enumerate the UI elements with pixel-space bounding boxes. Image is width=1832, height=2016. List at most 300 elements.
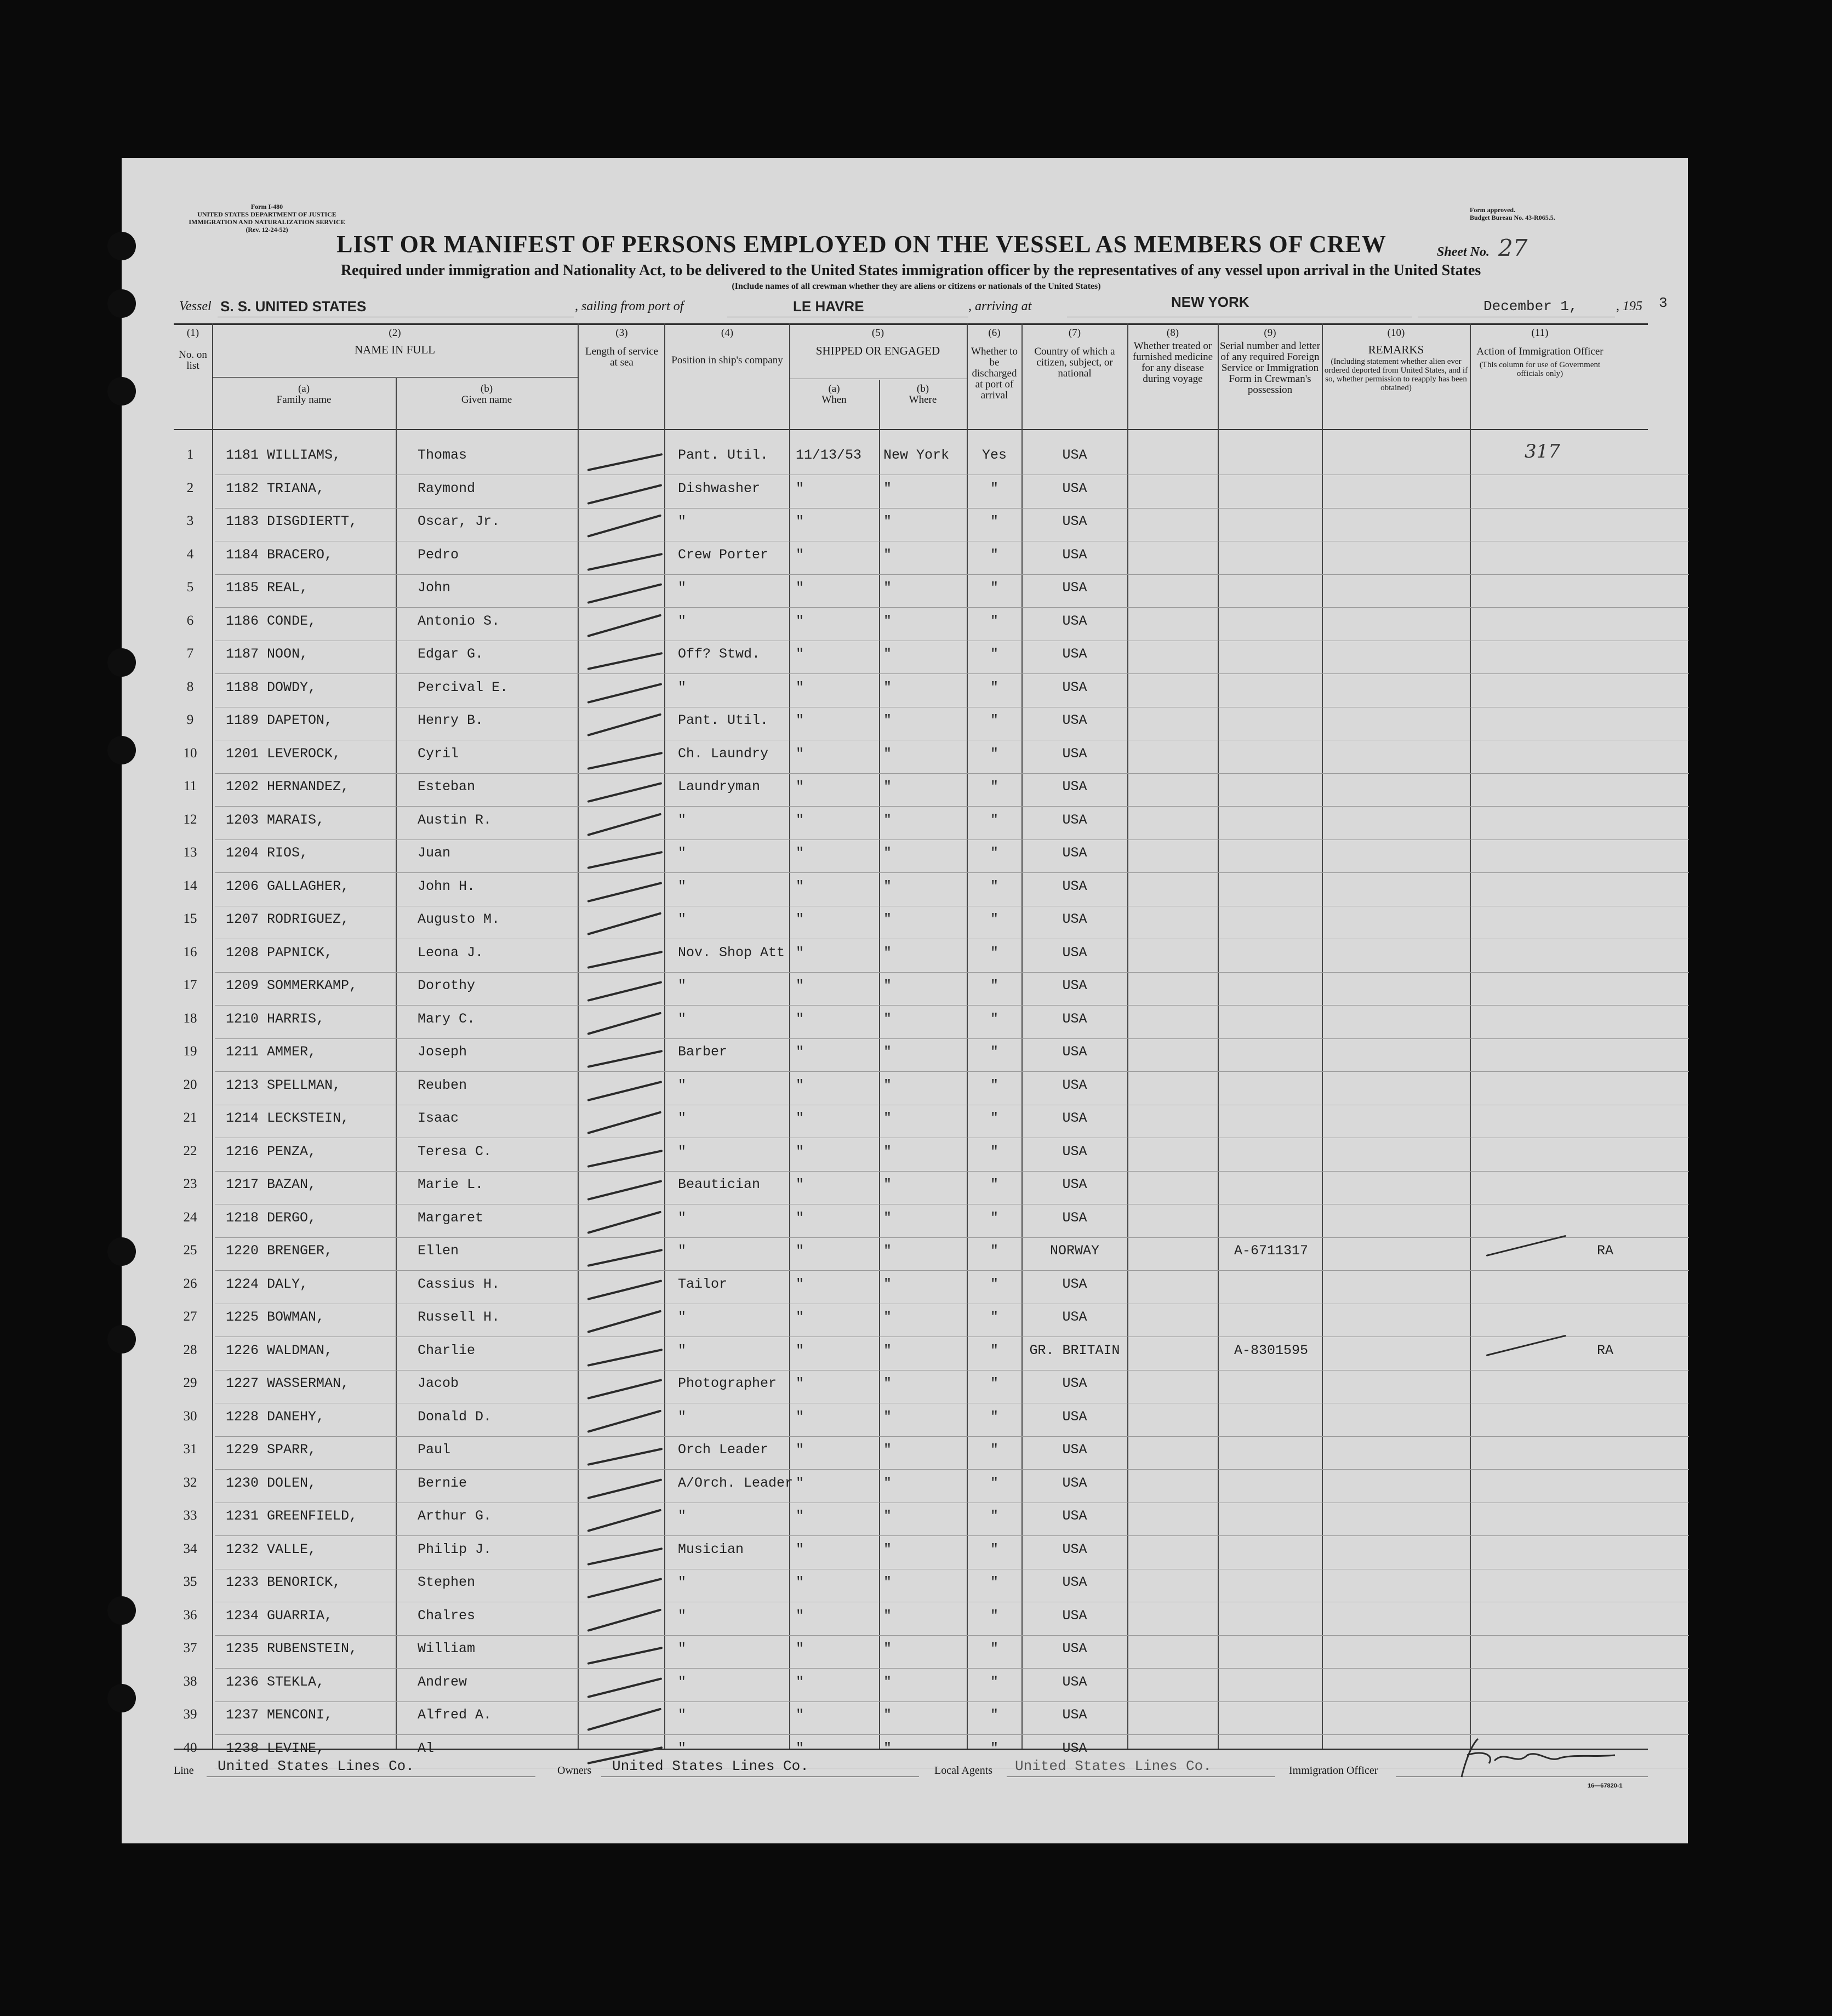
discharge: "	[990, 1342, 998, 1358]
agency-line: IMMIGRATION AND NATURALIZATION SERVICE	[189, 218, 345, 226]
given-name: Stephen	[418, 1574, 476, 1590]
shipped-when: "	[796, 1707, 804, 1723]
country: USA	[1062, 1276, 1087, 1292]
service-check-mark	[587, 1608, 661, 1631]
position: Pant. Util.	[678, 447, 769, 463]
position: "	[678, 845, 687, 861]
service-check-mark	[587, 1012, 661, 1035]
position: "	[678, 1243, 687, 1259]
given-name: Raymond	[418, 480, 476, 496]
row-divider	[215, 1635, 1689, 1636]
shipped-where: "	[883, 1674, 892, 1690]
shipped-when: "	[796, 1541, 804, 1557]
country: USA	[1062, 1375, 1087, 1391]
family-name: 1186 CONDE,	[226, 613, 317, 629]
country: USA	[1062, 878, 1087, 894]
country: USA	[1062, 679, 1087, 695]
shipped-when: "	[796, 613, 804, 629]
given-name: Arthur G.	[418, 1508, 492, 1524]
discharge: "	[990, 878, 998, 894]
row-divider	[215, 1237, 1689, 1238]
officer-tick-mark	[1486, 1235, 1566, 1257]
discharge: "	[990, 1177, 998, 1192]
position: "	[678, 1740, 687, 1756]
given-name: Charlie	[418, 1342, 476, 1358]
shipped-when: "	[796, 646, 804, 662]
position: Musician	[678, 1541, 744, 1557]
shipped-when: "	[796, 911, 804, 927]
service-check-mark	[587, 583, 663, 604]
family-name: 1182 TRIANA,	[226, 480, 325, 496]
position: Orch Leader	[678, 1442, 769, 1458]
country: USA	[1062, 580, 1087, 596]
family-name: 1189 DAPETON,	[226, 712, 333, 728]
position: "	[678, 1342, 687, 1358]
sheet-number	[1437, 235, 1527, 261]
shipped-where: "	[883, 812, 892, 828]
given-name: Marie L.	[418, 1177, 484, 1192]
position: "	[678, 1674, 687, 1690]
sheet-number-value: 27	[1498, 235, 1528, 261]
service-check-mark	[587, 1210, 661, 1233]
country: USA	[1062, 1442, 1087, 1458]
row-number: 25	[183, 1243, 197, 1258]
table-row	[122, 1371, 1688, 1404]
row-divider	[215, 1171, 1689, 1172]
approval-text: Form approved.	[1470, 206, 1516, 214]
table-row	[122, 1305, 1688, 1338]
service-check-mark	[587, 813, 661, 836]
shipped-when: "	[796, 480, 804, 496]
given-name: Leona J.	[418, 944, 484, 961]
service-check-mark	[587, 1149, 663, 1167]
shipped-when: "	[796, 513, 804, 529]
punch-hole	[107, 377, 136, 406]
family-name: 1218 DERGO,	[226, 1209, 317, 1226]
position: "	[678, 812, 687, 828]
table-row	[122, 841, 1688, 873]
country: USA	[1062, 911, 1087, 927]
service-check-mark	[587, 1180, 663, 1201]
shipped-when: "	[796, 679, 804, 695]
position: Nov. Shop Att	[678, 944, 785, 961]
discharge: "	[990, 1309, 998, 1325]
row-number: 6	[186, 613, 194, 628]
service-check-mark	[587, 950, 663, 968]
family-name: 1235 RUBENSTEIN,	[226, 1641, 358, 1657]
row-divider	[215, 1701, 1689, 1702]
row-number: 29	[183, 1375, 197, 1390]
position: "	[678, 1110, 687, 1126]
col-service-header: (3) Length of service at sea	[585, 327, 658, 368]
country: USA	[1062, 1143, 1087, 1160]
table-row	[122, 443, 1688, 476]
serial-number: A-8301595	[1234, 1342, 1309, 1358]
discharge: "	[990, 1475, 998, 1491]
country: USA	[1062, 745, 1087, 762]
table-row	[122, 808, 1688, 841]
family-name: 1225 BOWMAN,	[226, 1309, 325, 1325]
table-row	[122, 609, 1688, 642]
shipped-where: "	[883, 911, 892, 927]
given-name: Esteban	[418, 779, 476, 795]
discharge: "	[990, 1541, 998, 1557]
shipped-when: "	[796, 1276, 804, 1292]
family-name: 1207 RODRIGUEZ,	[226, 911, 350, 927]
discharge: "	[990, 812, 998, 828]
shipped-where: "	[883, 712, 892, 728]
family-name: 1220 BRENGER,	[226, 1243, 333, 1259]
service-check-mark	[587, 552, 663, 570]
family-name: 1184 BRACERO,	[226, 546, 333, 563]
arriving-label: , arriving at	[968, 299, 1032, 313]
discharge: Yes	[981, 447, 1007, 463]
table-row	[122, 1570, 1688, 1603]
table-row	[122, 1238, 1688, 1271]
shipped-where: "	[883, 1707, 892, 1723]
country: NORWAY	[1049, 1243, 1099, 1259]
shipped-where: "	[883, 1541, 892, 1557]
country: USA	[1062, 1508, 1087, 1524]
discharge: "	[990, 1442, 998, 1458]
row-number: 2	[186, 480, 194, 495]
service-check-mark	[587, 1547, 663, 1565]
row-number: 9	[186, 712, 194, 727]
row-number: 11	[183, 779, 197, 793]
row-divider	[215, 1038, 1689, 1039]
given-name: Cyril	[418, 745, 459, 762]
given-name: Mary C.	[418, 1010, 476, 1027]
subtitle: Required under immigration and Nationality Act, to be delivered to the United States immigration officer by the representatives of any vessel upon arrival in the United States	[340, 262, 1481, 279]
col-when-header: (a) When	[821, 383, 847, 406]
table-row	[122, 973, 1688, 1006]
shipped-where: New York	[883, 447, 950, 463]
row-number: 20	[183, 1077, 197, 1092]
family-name: 1224 DALY,	[226, 1276, 309, 1292]
service-check-mark	[587, 1249, 663, 1267]
discharge: "	[990, 480, 998, 496]
table-row	[122, 1603, 1688, 1636]
country: USA	[1062, 1475, 1087, 1491]
shipped-where: "	[883, 1044, 892, 1060]
table-row	[122, 1073, 1688, 1106]
given-name: Thomas	[418, 447, 467, 463]
row-divider	[215, 773, 1689, 774]
position: Ch. Laundry	[678, 745, 769, 762]
country: USA	[1062, 1641, 1087, 1657]
given-name: Augusto M.	[418, 911, 500, 927]
country: USA	[1062, 1044, 1087, 1060]
family-name: 1238 LEVINE,	[226, 1740, 325, 1756]
family-name: 1234 GUARRIA,	[226, 1607, 333, 1624]
row-number: 31	[183, 1442, 197, 1457]
discharge: "	[990, 1276, 998, 1292]
row-number: 5	[186, 580, 194, 595]
position: "	[678, 1077, 687, 1093]
family-name: 1231 GREENFIELD,	[226, 1508, 358, 1524]
service-check-mark	[587, 484, 663, 505]
sheet-label: Sheet No.	[1437, 245, 1489, 259]
table-row	[122, 1437, 1688, 1470]
service-check-mark	[587, 1677, 663, 1698]
given-name: Isaac	[418, 1110, 459, 1126]
service-check-mark	[587, 751, 663, 769]
service-check-mark	[587, 1478, 663, 1499]
shipped-when: "	[796, 712, 804, 728]
shipped-where: "	[883, 745, 892, 762]
shipped-when: "	[796, 1475, 804, 1491]
discharge: "	[990, 944, 998, 961]
table-row	[122, 741, 1688, 774]
given-name: Oscar, Jr.	[418, 513, 500, 529]
row-number: 28	[183, 1342, 197, 1357]
discharge: "	[990, 679, 998, 695]
officer-action: 317	[1525, 441, 1560, 462]
country: USA	[1062, 978, 1087, 993]
table-row	[122, 1703, 1688, 1735]
country: GR. BRITAIN	[1029, 1342, 1120, 1358]
family-name: 1228 DANEHY,	[226, 1408, 325, 1425]
shipped-where: "	[883, 513, 892, 529]
row-divider	[215, 1071, 1689, 1072]
table-row	[122, 1206, 1688, 1238]
given-name: Reuben	[418, 1077, 467, 1093]
discharge: "	[990, 712, 998, 728]
family-name: 1232 VALLE,	[226, 1541, 317, 1557]
row-number: 12	[183, 812, 197, 827]
shipped-where: "	[883, 1243, 892, 1259]
family-name: 1213 SPELLMAN,	[226, 1077, 341, 1093]
row-divider	[215, 1270, 1689, 1271]
given-name: Juan	[418, 845, 451, 861]
country: USA	[1062, 944, 1087, 961]
officer-label: Immigration Officer	[1289, 1764, 1378, 1777]
shipped-when: "	[796, 812, 804, 828]
country: USA	[1062, 1209, 1087, 1226]
col-serial-header: (9) Serial number and letter of any required Foreign Service or Immigration Form in Crewman's possession	[1219, 327, 1321, 396]
shipped-where: "	[883, 779, 892, 795]
row-number: 24	[183, 1209, 197, 1225]
shipped-where: "	[883, 1110, 892, 1126]
given-name: Jacob	[418, 1375, 459, 1391]
col-family-header: (a) Family name	[276, 383, 332, 406]
shipped-where: "	[883, 1177, 892, 1192]
punch-hole	[107, 232, 136, 260]
given-name: Percival E.	[418, 679, 509, 695]
shipped-when: "	[796, 1607, 804, 1624]
given-name: Donald D.	[418, 1408, 492, 1425]
row-number: 7	[186, 646, 194, 661]
officer-action: RA	[1597, 1342, 1614, 1358]
row-number: 17	[183, 978, 197, 992]
position: "	[678, 1641, 687, 1657]
country: USA	[1062, 1607, 1087, 1624]
family-name: 1183 DISGDIERTT,	[226, 513, 358, 529]
discharge: "	[990, 978, 998, 993]
discharge: "	[990, 613, 998, 629]
country: USA	[1062, 1408, 1087, 1425]
officer-action: RA	[1597, 1243, 1614, 1259]
country: USA	[1062, 845, 1087, 861]
table-row	[122, 1404, 1688, 1437]
position: "	[678, 1209, 687, 1226]
table-row	[122, 1670, 1688, 1703]
col-where-header: (b) Where	[909, 383, 937, 406]
officer-signature	[1451, 1733, 1620, 1783]
given-name: Philip J.	[418, 1541, 492, 1557]
shipped-when: "	[796, 1110, 804, 1126]
shipped-when: "	[796, 1077, 804, 1093]
country: USA	[1062, 1674, 1087, 1690]
given-name: Dorothy	[418, 978, 476, 993]
given-name: Margaret	[418, 1209, 484, 1226]
shipped-where: "	[883, 646, 892, 662]
row-divider	[215, 508, 1689, 509]
position: "	[678, 1010, 687, 1027]
owners-value: United States Lines Co.	[612, 1758, 809, 1774]
service-check-mark	[587, 1409, 661, 1432]
row-divider	[215, 1469, 1689, 1470]
row-number: 32	[183, 1475, 197, 1490]
row-number: 3	[186, 513, 194, 528]
service-check-mark	[587, 514, 661, 537]
shipped-when: "	[796, 845, 804, 861]
discharge: "	[990, 911, 998, 927]
service-check-mark	[587, 453, 663, 471]
position: "	[678, 878, 687, 894]
shipped-when: "	[796, 1177, 804, 1192]
col-given-header: (b) Given name	[461, 383, 512, 406]
given-name: William	[418, 1641, 476, 1657]
row-number: 36	[183, 1607, 197, 1623]
family-name: 1229 SPARR,	[226, 1442, 317, 1458]
country: USA	[1062, 1177, 1087, 1192]
family-name: 1208 PAPNICK,	[226, 944, 333, 961]
shipped-where: "	[883, 878, 892, 894]
given-name: Joseph	[418, 1044, 467, 1060]
row-number: 13	[183, 845, 197, 860]
given-name: Russell H.	[418, 1309, 500, 1325]
shipped-where: "	[883, 1309, 892, 1325]
service-check-mark	[587, 1647, 663, 1665]
shipped-where: "	[883, 978, 892, 993]
country: USA	[1062, 1010, 1087, 1027]
row-number: 35	[183, 1574, 197, 1589]
position: "	[678, 1574, 687, 1590]
row-number: 8	[186, 679, 194, 694]
row-number: 40	[183, 1740, 197, 1755]
shipped-where: "	[883, 845, 892, 861]
table-row	[122, 1537, 1688, 1570]
country: USA	[1062, 447, 1087, 463]
country: USA	[1062, 1077, 1087, 1093]
shipped-when: "	[796, 580, 804, 596]
given-name: Al	[418, 1740, 435, 1756]
row-divider	[215, 1668, 1689, 1669]
service-check-mark	[587, 1379, 663, 1400]
service-check-mark	[587, 683, 663, 704]
arrival-port: NEW YORK	[1171, 294, 1249, 310]
given-name: Andrew	[418, 1674, 467, 1690]
country: USA	[1062, 480, 1087, 496]
row-number: 34	[183, 1541, 197, 1556]
table-row	[122, 575, 1688, 608]
family-name: 1227 WASSERMAN,	[226, 1375, 350, 1391]
position: "	[678, 1607, 687, 1624]
discharge: "	[990, 1740, 998, 1756]
shipped-when: "	[796, 745, 804, 762]
shipped-where: "	[883, 1375, 892, 1391]
print-code: 16—67820-1	[1588, 1783, 1623, 1789]
family-name: 1206 GALLAGHER,	[226, 878, 350, 894]
family-name: 1201 LEVEROCK,	[226, 745, 341, 762]
discharge: "	[990, 1143, 998, 1160]
family-name: 1211 AMMER,	[226, 1044, 317, 1060]
given-name: Cassius H.	[418, 1276, 500, 1292]
shipped-when: "	[796, 1508, 804, 1524]
row-number: 14	[183, 878, 197, 893]
shipped-where: "	[883, 1740, 892, 1756]
country: USA	[1062, 513, 1087, 529]
row-number: 4	[186, 546, 194, 562]
position: "	[678, 978, 687, 993]
position: "	[678, 1408, 687, 1425]
col-no-header: (1) No. on list	[179, 327, 207, 372]
table-row	[122, 542, 1688, 575]
shipped-when: "	[796, 1209, 804, 1226]
table-row	[122, 774, 1688, 807]
discharge: "	[990, 1375, 998, 1391]
shipped-when: "	[796, 1442, 804, 1458]
family-name: 1209 SOMMERKAMP,	[226, 978, 358, 993]
shipped-when: "	[796, 1342, 804, 1358]
col-name-header: (2) NAME IN FULL	[355, 327, 435, 356]
row-number: 39	[183, 1707, 197, 1722]
position: "	[678, 1508, 687, 1524]
service-check-mark	[587, 1509, 661, 1532]
table-row	[122, 1504, 1688, 1537]
country: USA	[1062, 712, 1087, 728]
service-check-mark	[587, 851, 663, 869]
position: A/Orch. Leader	[678, 1475, 794, 1491]
row-number: 16	[183, 944, 197, 960]
shipped-where: "	[883, 1408, 892, 1425]
position: Off? Stwd.	[678, 646, 761, 662]
row-divider	[215, 574, 1689, 575]
owners-label: Owners	[557, 1764, 592, 1777]
col-shipped-header: (5) SHIPPED OR ENGAGED	[815, 327, 940, 357]
row-divider	[215, 607, 1689, 608]
row-number: 26	[183, 1276, 197, 1291]
position: "	[678, 1309, 687, 1325]
agents-value: United States Lines Co.	[1015, 1758, 1212, 1774]
col-position-header: (4) Position in ship's company	[671, 327, 783, 366]
position: Beautician	[678, 1177, 761, 1192]
family-name: 1226 WALDMAN,	[226, 1342, 333, 1358]
shipped-when: "	[796, 1010, 804, 1027]
shipped-where: "	[883, 679, 892, 695]
discharge: "	[990, 1508, 998, 1524]
shipped-when: "	[796, 1309, 804, 1325]
given-name: Antonio S.	[418, 613, 500, 629]
shipped-where: "	[883, 1342, 892, 1358]
discharge: "	[990, 580, 998, 596]
position: Photographer	[678, 1375, 777, 1391]
discharge: "	[990, 1110, 998, 1126]
country: USA	[1062, 1309, 1087, 1325]
col-country-header: (7) Country of which a citizen, subject, or national	[1034, 327, 1115, 379]
family-name: 1237 MENCONI,	[226, 1707, 333, 1723]
